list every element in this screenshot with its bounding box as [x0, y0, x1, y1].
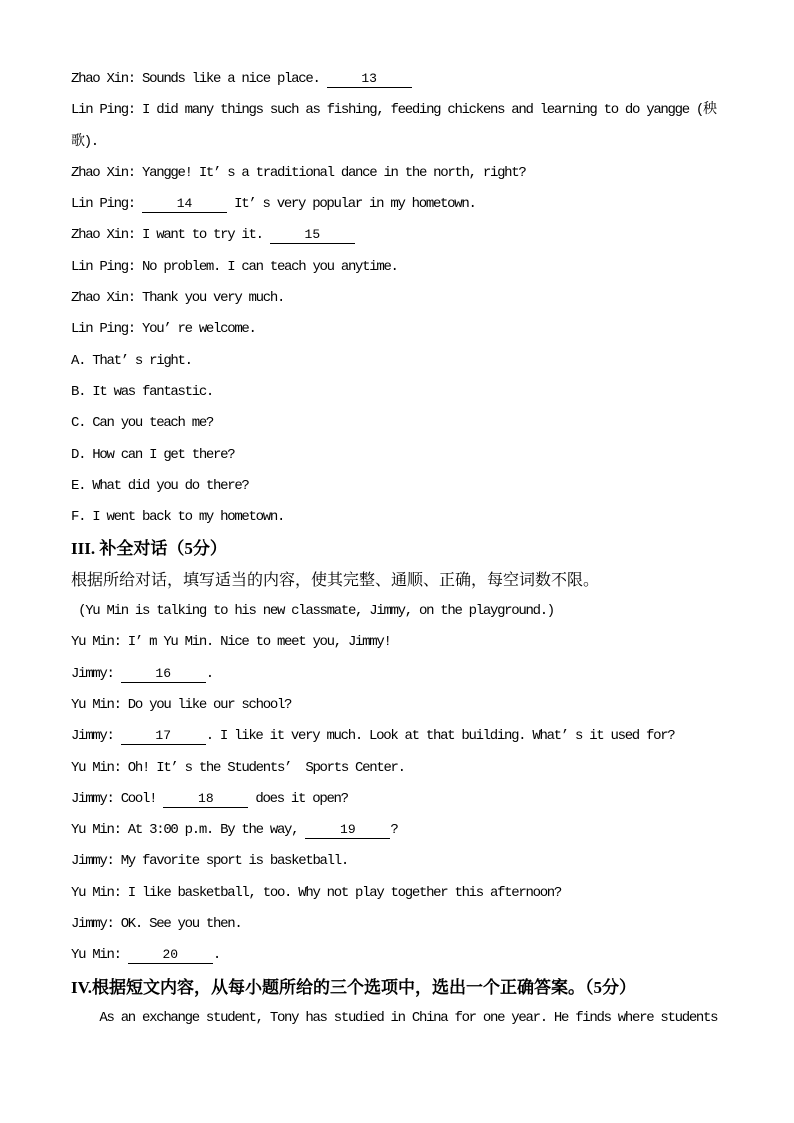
text-line: [71, 690, 723, 721]
line-text: Yu Min: At 3:00 p.m. By the way,: [71, 822, 306, 839]
line-text: It’ s very popular in my hometown.: [227, 196, 476, 213]
text-line: [71, 909, 723, 940]
text-line: [71, 189, 723, 220]
text-line: [71, 627, 723, 658]
line-text: Jimmy: My favorite sport is basketball.: [71, 853, 348, 870]
line-text: Lin Ping: I did many things such as fishing, feeding chickens and learning to do yangge (秧: [71, 102, 716, 119]
line-text: Zhao Xin: I want to try it.: [71, 227, 270, 244]
line-text: Lin Ping:: [71, 196, 143, 213]
line-text: III. 补全对话（5分）: [71, 539, 227, 559]
text-line: [71, 878, 723, 909]
text-line: [71, 471, 723, 502]
line-text: Lin Ping: No problem. I can teach you anytime.: [71, 258, 398, 275]
text-line: [71, 283, 723, 314]
line-text: 根据所给对话，填写适当的内容，使其完整、通顺、正确，每空词数不限。: [71, 571, 600, 589]
line-text: . I like it very much. Look at that building. What’ s it used for?: [205, 728, 675, 745]
text-line: [71, 220, 723, 251]
line-text: Zhao Xin: Sounds like a nice place.: [71, 71, 327, 87]
text-line: [71, 127, 723, 158]
answer-blank: 20: [128, 947, 213, 964]
line-text: 歌).: [71, 133, 98, 150]
text-line: [71, 158, 723, 189]
text-line: [71, 440, 723, 471]
line-text: C. Can you teach me?: [71, 415, 214, 432]
line-text: Zhao Xin: Yangge! It’ s a traditional dance in the north, right?: [71, 164, 526, 181]
answer-blank: 15: [270, 227, 355, 244]
text-line: [71, 408, 723, 439]
instruction-text: [71, 565, 723, 596]
answer-blank: 18: [163, 791, 248, 808]
answer-blank: 16: [121, 666, 206, 683]
answer-blank: 14: [142, 196, 227, 213]
line-text: E. What did you do there?: [71, 477, 249, 494]
line-text: As an exchange student, Tony has studied in China for one year. He finds where students: [71, 1009, 718, 1026]
text-line: [71, 940, 723, 971]
line-text: Jimmy:: [71, 665, 121, 682]
text-line: [71, 377, 723, 408]
line-text: Jimmy: OK. See you then.: [71, 916, 242, 933]
answer-blank: 13: [327, 71, 412, 88]
text-line: [71, 252, 723, 283]
line-text: D. How can I get there?: [71, 446, 235, 463]
text-line: [71, 95, 723, 126]
line-text: Yu Min: I like basketball, too. Why not play together this afternoon?: [71, 884, 561, 901]
line-text: Jimmy:: [71, 728, 121, 745]
line-text: (Yu Min is talking to his new classmate, Jimmy, on the playground.): [71, 603, 554, 620]
line-text: Zhao Xin: Thank you very much.: [71, 290, 285, 307]
line-text: ?: [390, 822, 398, 839]
text-line: [71, 502, 723, 533]
section-heading: [71, 972, 723, 1003]
answer-blank: 19: [305, 822, 390, 839]
text-line: [71, 314, 723, 345]
text-line: [71, 659, 723, 690]
text-line: [71, 721, 723, 752]
line-text: IV.根据短文内容，从每小题所给的三个选项中，选出一个正确答案。（5分）: [71, 977, 636, 997]
text-line: [71, 1003, 723, 1034]
line-text: .: [212, 947, 220, 964]
line-text: Yu Min: Oh! It’ s the Students’ Sports Center.: [71, 759, 405, 776]
line-text: Yu Min: Do you like our school?: [71, 696, 292, 713]
line-text: B. It was fantastic.: [71, 383, 214, 400]
section-heading: [71, 533, 723, 564]
text-line: [71, 64, 723, 95]
text-line: [71, 784, 723, 815]
text-line: [71, 346, 723, 377]
line-text: Yu Min: I’ m Yu Min. Nice to meet you, Jimmy!: [71, 634, 391, 651]
text-line: [71, 753, 723, 784]
line-text: Yu Min:: [71, 947, 128, 964]
line-text: A. That’ s right.: [71, 352, 192, 369]
text-line: [71, 815, 723, 846]
text-line: [71, 846, 723, 877]
line-text: Jimmy: Cool!: [71, 790, 164, 807]
line-text: Lin Ping: You’ re welcome.: [71, 321, 256, 338]
text-line: [71, 596, 723, 627]
answer-blank: 17: [121, 728, 206, 745]
line-text: .: [205, 665, 213, 682]
line-text: F. I went back to my hometown.: [71, 509, 285, 526]
line-text: does it open?: [248, 790, 348, 807]
